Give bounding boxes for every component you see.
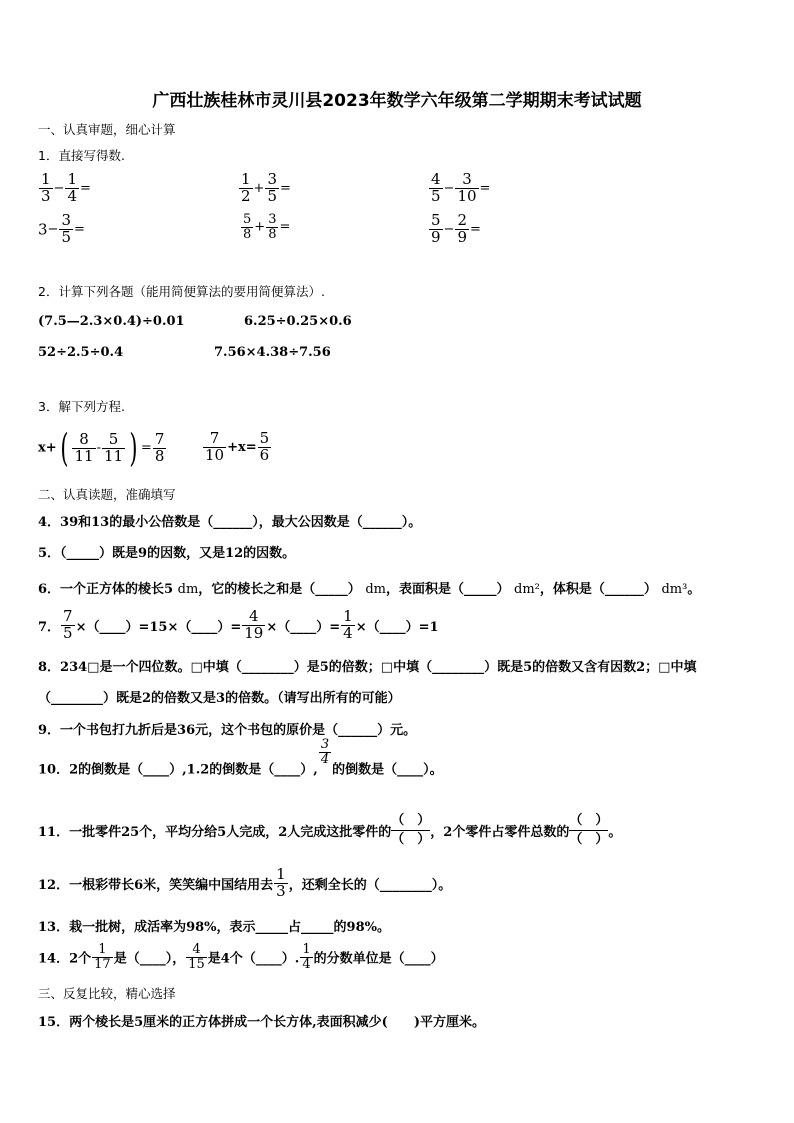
q12-text: 12．一根彩带长6米，笑笑编中国结用去 $\frac{1}{3}$ ，还剩全长的（________）。: [38, 865, 452, 900]
section-1-heading: 一、认真审题，细心计算: [38, 122, 176, 137]
q1-item-4: 3− $\frac{3}{5}$ =: [38, 211, 85, 246]
q3-equation-1: x+( $\frac{8}{11}$ - $\frac{5}{11}$ ) = $\frac{7}{8}$: [38, 426, 165, 470]
q1-label: 1．直接写得数.: [38, 148, 125, 163]
q7-text: 7． $\frac{7}{5}$ ×（____）=15×（____）= $\frac{4}{19}$ ×（____）= $\frac{1}{4}$ ×（____）=1: [38, 607, 439, 642]
q3-label: 3．解下列方程.: [38, 399, 125, 414]
q1-item-6: $\frac{5}{9}$ − $\frac{2}{9}$ =: [431, 211, 481, 246]
q2-expr-1: (7.5—2.3×0.4)÷0.01: [38, 314, 185, 329]
q3-equation-2: $\frac{7}{10}$ +x= $\frac{5}{6}$: [205, 429, 270, 464]
q1-item-1: $\frac{1}{3}$ − $\frac{1}{4}$ =: [41, 170, 91, 205]
q2-expr-4: 7.56×4.38÷7.56: [214, 345, 331, 360]
q2-label: 2．计算下列各题（能用简便算法的要用简便算法）.: [38, 284, 325, 299]
q2-expr-2: 6.25÷0.25×0.6: [244, 314, 352, 329]
q10-text: 10．2的倒数是（____）,1.2的倒数是（____）, $\frac{3}{4}$ 的倒数是（____）。: [38, 737, 443, 778]
q1-item-2: $\frac{1}{2}$ + $\frac{3}{5}$ =: [241, 170, 291, 205]
q9-text: 9．一个书包打九折后是36元，这个书包的原价是（______）元。: [38, 723, 417, 738]
q2-expr-3: 52÷2.5÷0.4: [38, 345, 124, 360]
section-2-heading: 二、认真读题，准确填写: [38, 487, 176, 502]
q1-item-5: $\frac{5}{8}$ + $\frac{3}{8}$ =: [243, 212, 291, 242]
q15-text: 15．两个棱长是5厘米的正方体拼成一个长方体,表面积减少( )平方厘米。: [38, 1015, 485, 1030]
q5-text: 5．（_____）既是9的因数，又是12的因数。: [38, 546, 296, 561]
q4-text: 4．39和13的最小公倍数是（______），最大公因数是（______）。: [38, 515, 422, 530]
section-3-heading: 三、反复比较，精心选择: [38, 986, 176, 1001]
q8-text-line1: 8．234□是一个四位数。□中填（________）是5的倍数；□中填（________）既是5的倍数又含有因数2；□中填: [38, 660, 697, 675]
q8-text-line2: （________）既是2的倍数又是3的倍数。（请写出所有的可能）: [38, 691, 401, 706]
q1-item-3: $\frac{4}{5}$ − $\frac{3}{10}$ =: [431, 170, 491, 205]
q14-text: 14．2个 $\frac{1}{17}$ 是（____）， $\frac{4}{15}$ 是4个（____）. $\frac{1}{4}$ 的分数单位是（____）: [38, 942, 444, 972]
q11-text: 11．一批零件25个，平均分给5人完成，2人完成这批零件的 （ ） （ ） ，2个零件占零件总数的 （ ） （ ） 。: [38, 813, 622, 847]
page-title: 广西壮族桂林市灵川县2023年数学六年级第二学期期末考试试题: [152, 91, 642, 111]
q6-text: 6．一个正方体的棱长5 dm，它的棱长之和是（_____） dm，表面积是（_____） dm²，体积是（______） dm³。: [38, 582, 701, 597]
q13-text: 13．栽一批树，成活率为98%，表示_____占_____的98%。: [38, 920, 390, 935]
